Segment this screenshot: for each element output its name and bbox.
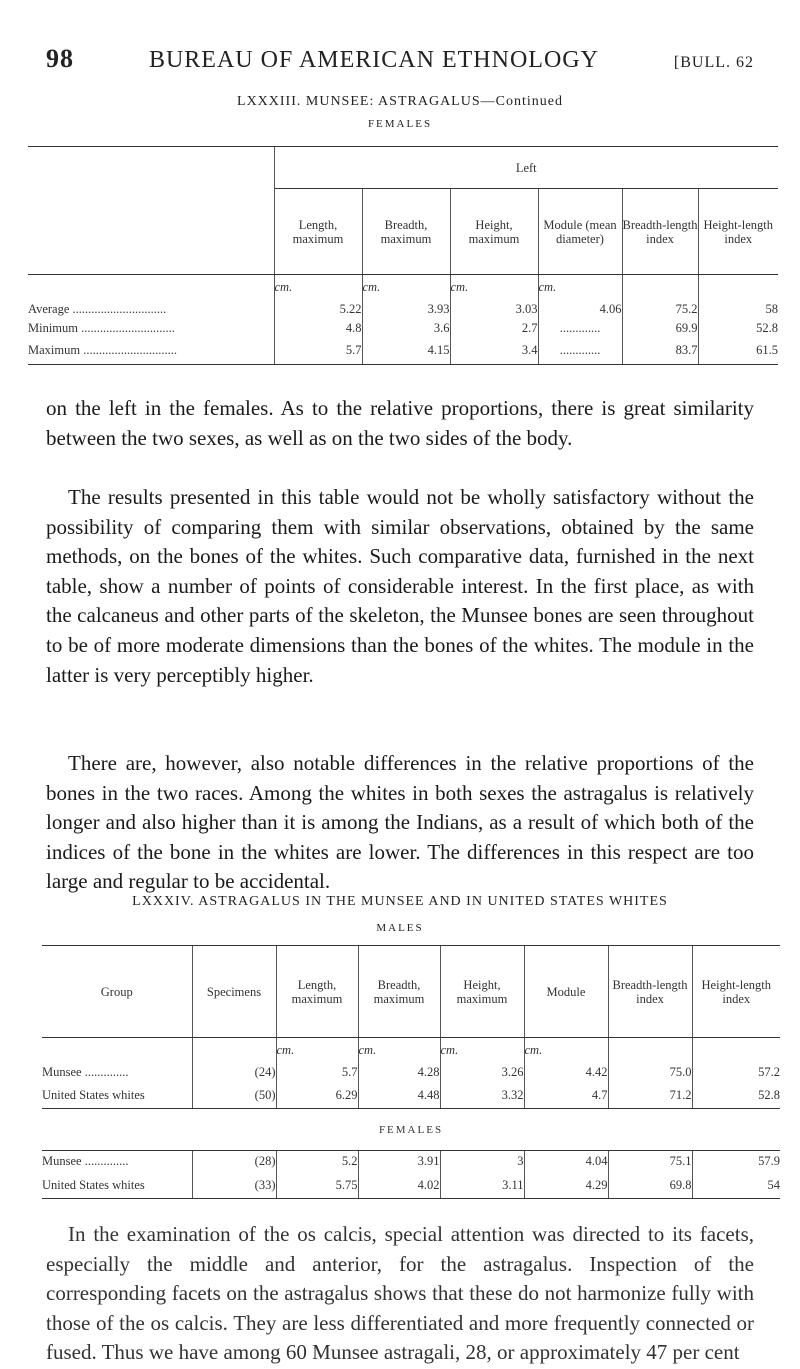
table1-group-header: Left — [274, 147, 778, 189]
cell: 4.48 — [358, 1083, 440, 1109]
cell: 3.93 — [362, 300, 450, 319]
empty-cell: ............. — [538, 338, 622, 365]
table1-col-module: Module (mean diameter) — [538, 189, 622, 275]
cell: 52.8 — [698, 319, 778, 338]
table1-unit: cm. — [538, 275, 622, 300]
cell: 4.06 — [538, 300, 622, 319]
row-label: Munsee .............. — [42, 1065, 129, 1079]
cell: 3.11 — [440, 1173, 524, 1199]
cell: 54 — [692, 1173, 780, 1199]
cell: 61.5 — [698, 338, 778, 365]
cell: 4.04 — [524, 1151, 608, 1173]
cell: 4.7 — [524, 1083, 608, 1109]
cell: 3.26 — [440, 1063, 524, 1083]
table1-unit: cm. — [362, 275, 450, 300]
cell: (50) — [192, 1083, 276, 1109]
cell: 5.75 — [276, 1173, 358, 1199]
cell: 52.8 — [692, 1083, 780, 1109]
table-row — [42, 1083, 780, 1109]
cell: 4.15 — [362, 338, 450, 365]
cell: 6.29 — [276, 1083, 358, 1109]
cell: 69.8 — [608, 1173, 692, 1199]
table2-subcaption-females: FEMALES — [42, 1109, 780, 1151]
cell: 75.2 — [622, 300, 698, 319]
cell: 4.02 — [358, 1173, 440, 1199]
cell: 5.7 — [276, 1063, 358, 1083]
cell: 4.29 — [524, 1173, 608, 1199]
row-label: United States whites — [42, 1173, 192, 1199]
cell: 4.8 — [274, 319, 362, 338]
cell: 71.2 — [608, 1083, 692, 1109]
cell: 5.22 — [274, 300, 362, 319]
cell: 3.4 — [450, 338, 538, 365]
paragraph: The results presented in this table would not be wholly satisfactory without the possibility of comparing them with similar observations, obtained by the same methods, on the bones of the whites. Such comparative data, furnished in the next table, show a number of points of considerable interest. In the first place, as with the calcaneus and other parts of the skeleton, the Munsee bones are seen throughout to be of more moderate dimensions than the bones of the whites. The module in the latter is very perceptibly higher. — [46, 485, 754, 687]
running-title: BUREAU OF AMERICAN ETHNOLOGY — [148, 47, 599, 73]
table-row — [42, 1151, 780, 1173]
table-row — [28, 319, 778, 338]
table2 — [42, 945, 780, 1199]
table1-stub-header — [28, 147, 274, 189]
cell: 5.2 — [276, 1151, 358, 1173]
paragraph: In the examination of the os calcis, special attention was directed to its facets, especially the middle and anterior, for the astragalus. Inspection of the corresponding facets on the astragalus shows that these do not harmonize fully with those of the os calcis. They are less differentiated and more frequently connected or fused. Thus we have among 60 Munsee astragali, 28, or approximately 47 per cent — [46, 1222, 754, 1365]
table-row — [28, 338, 778, 365]
table1-col-height: Height, maximum — [450, 189, 538, 275]
bulletin-number: [BULL. 62 — [673, 54, 754, 71]
table2-col-length: Length, maximum — [276, 946, 358, 1038]
cell: 3.91 — [358, 1151, 440, 1173]
cell: 69.9 — [622, 319, 698, 338]
cell: 4.28 — [358, 1063, 440, 1083]
table1-col-breadth: Breadth, maximum — [362, 189, 450, 275]
cell: 57.2 — [692, 1063, 780, 1083]
table-row — [42, 1063, 780, 1083]
table2-caption: LXXXIV. ASTRAGALUS IN THE MUNSEE AND IN UNITED STATES WHITES — [132, 894, 668, 909]
table1-caption: LXXXIII. MUNSEE: ASTRAGALUS—Continued — [237, 94, 563, 109]
cell: 4.42 — [524, 1063, 608, 1083]
page-number: 98 — [46, 44, 74, 73]
table2-unit: cm. — [358, 1038, 440, 1063]
table1-unit: cm. — [274, 275, 362, 300]
cell: 5.7 — [274, 338, 362, 365]
row-label: Maximum .............................. — [28, 338, 274, 365]
row-label: Munsee .............. — [42, 1154, 129, 1169]
table2-unit: cm. — [276, 1038, 358, 1063]
cell: 75.0 — [608, 1063, 692, 1083]
table1 — [28, 146, 778, 365]
cell: (24) — [192, 1063, 276, 1083]
paragraph: on the left in the females. As to the relative proportions, there is great similarity between the two sexes, as well as on the two sides of the body. — [46, 396, 754, 450]
table1-subcaption: FEMALES — [367, 118, 433, 130]
cell: (33) — [192, 1173, 276, 1199]
cell: 57.9 — [692, 1151, 780, 1173]
cell: 58 — [698, 300, 778, 319]
cell: 83.7 — [622, 338, 698, 365]
table2-unit: cm. — [524, 1038, 608, 1063]
running-head — [46, 44, 754, 74]
cell: 3.6 — [362, 319, 450, 338]
table2-col-module: Module — [524, 946, 608, 1038]
table2-col-group: Group — [42, 946, 192, 1038]
cell: 3 — [440, 1151, 524, 1173]
table2-subcaption-males: MALES — [376, 922, 424, 934]
table-row — [28, 300, 778, 319]
cell: 75.1 — [608, 1151, 692, 1173]
table2-col-height-length-index: Height-length index — [692, 946, 780, 1038]
table2-col-specimens: Specimens — [192, 946, 276, 1038]
paragraph: There are, however, also notable differences in the relative proportions of the bones in the two races. Among the whites in both sexes the astragalus is relatively longer and also higher than it is among the Indians, as a result of which both of the indices of the bone in the whites are lower. The differences in this respect are too large and regular to be accidental. — [46, 751, 754, 894]
cell: 3.32 — [440, 1083, 524, 1109]
table2-col-breadth: Breadth, maximum — [358, 946, 440, 1038]
row-label: Average .............................. — [28, 301, 167, 316]
table2-unit: cm. — [440, 1038, 524, 1063]
table1-col-breadth-length-index: Breadth-length index — [622, 189, 698, 275]
cell: 2.7 — [450, 319, 538, 338]
row-label: United States whites — [42, 1083, 192, 1109]
table-row — [42, 1173, 780, 1199]
table1-col-height-length-index: Height-length index — [698, 189, 778, 275]
row-label: Minimum .............................. — [28, 320, 175, 335]
table2-col-height: Height, maximum — [440, 946, 524, 1038]
table1-unit: cm. — [450, 275, 538, 300]
table1-col-length: Length, maximum — [274, 189, 362, 275]
empty-cell: ............. — [538, 319, 622, 338]
cell: 3.03 — [450, 300, 538, 319]
table2-col-breadth-length-index: Breadth-length index — [608, 946, 692, 1038]
cell: (28) — [192, 1151, 276, 1173]
